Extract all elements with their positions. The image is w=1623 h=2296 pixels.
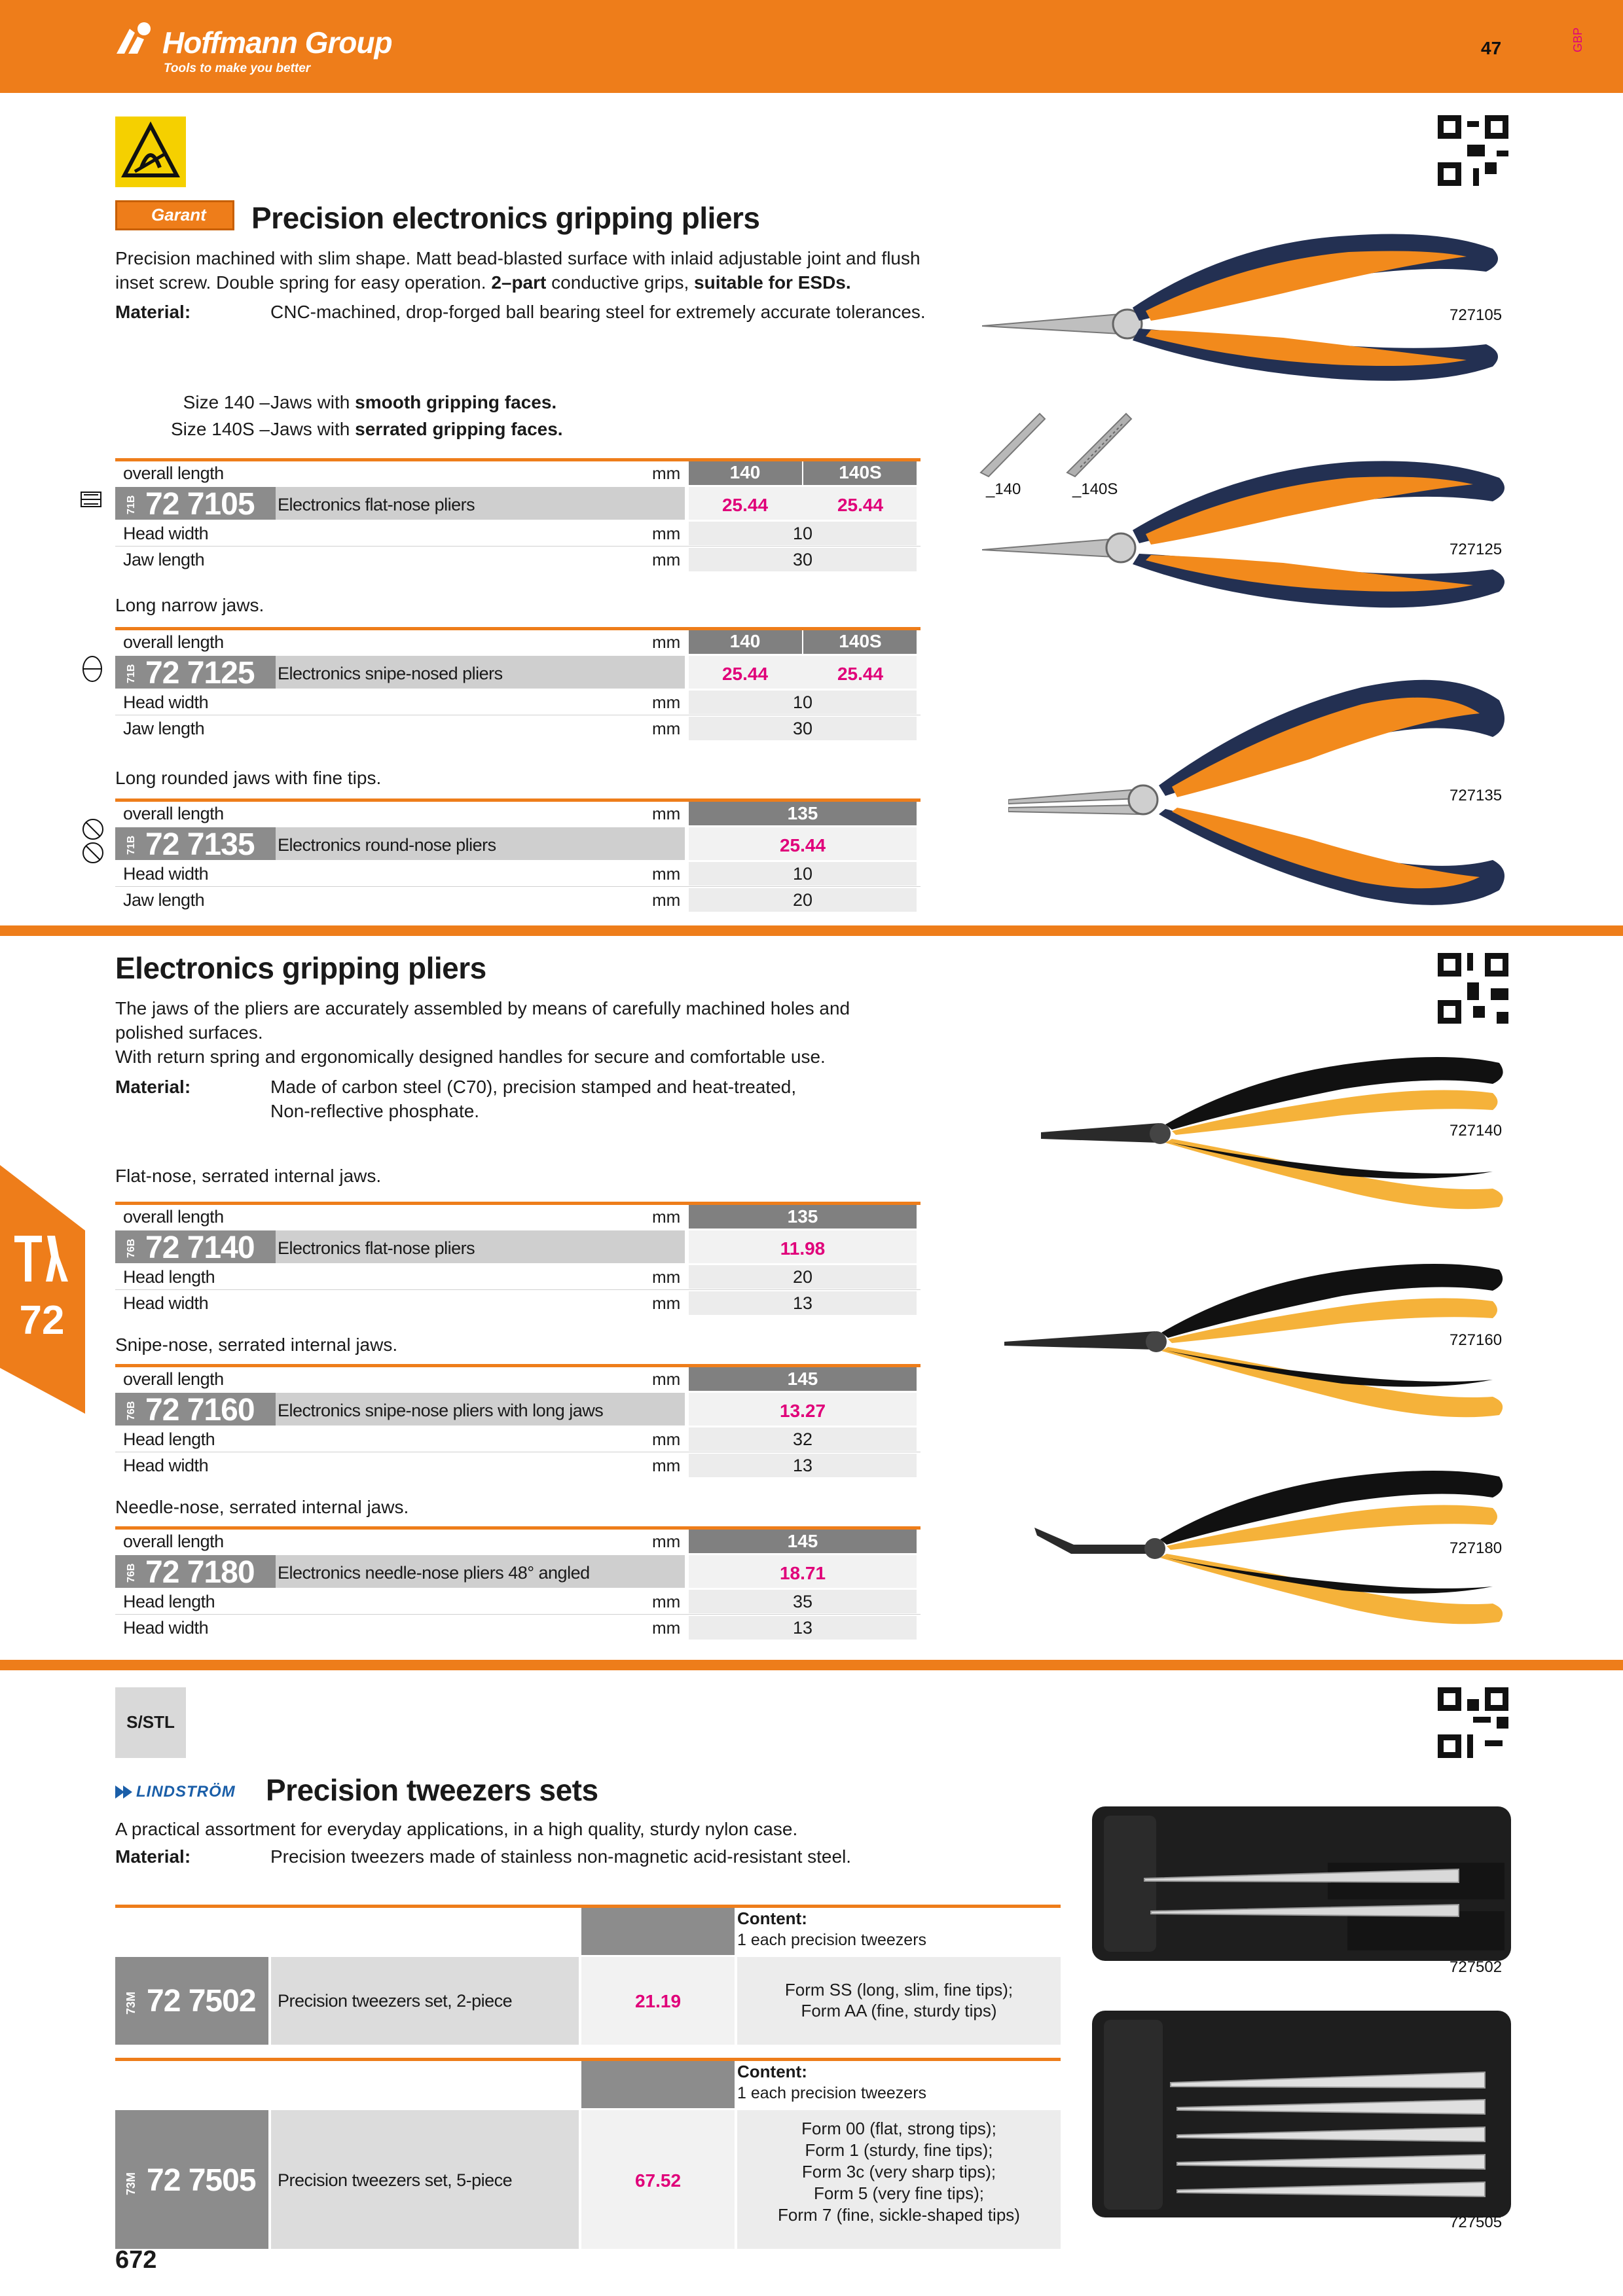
product-name: Electronics needle-nose pliers 48° angled — [278, 1563, 590, 1583]
product-tag: 71B — [126, 835, 137, 855]
spec-value: 20 — [689, 888, 917, 912]
article-number[interactable]: 72 7505 — [147, 2163, 256, 2198]
spec-unit: mm — [652, 864, 681, 884]
section2-description-line2: polished surfaces. — [115, 1022, 263, 1043]
product-table-727125 — [115, 627, 921, 742]
product-name: Electronics round-nose pliers — [278, 835, 496, 855]
content-line: Form 1 (sturdy, fine tips); — [805, 2140, 993, 2160]
price: 25.44 — [721, 495, 769, 515]
spec-unit: mm — [652, 692, 681, 712]
content-sub: 1 each precision tweezers — [737, 1931, 927, 1949]
hoffmann-logo-icon — [115, 20, 156, 55]
article-number[interactable]: 72 7125 — [145, 656, 255, 691]
language-code: GBP — [1571, 27, 1584, 52]
chapter-side-tab — [0, 1165, 85, 1414]
spec-label: Head length — [123, 1267, 215, 1287]
overall-length-label: overall length — [123, 1207, 224, 1227]
article-number[interactable]: 72 7160 — [145, 1393, 255, 1427]
content-label: Content: — [737, 2062, 807, 2081]
qr-code-icon — [1438, 115, 1508, 186]
section3-description: A practical assortment for everyday applications, in a high quality, sturdy nylon case. — [115, 1819, 798, 1839]
spec-unit: mm — [652, 1267, 681, 1287]
page-number-top: 47 — [1481, 38, 1502, 58]
image-code: 727505 — [1450, 2214, 1503, 2231]
section3-material-label: Material: — [115, 1846, 191, 1867]
spec-value: 13 — [689, 1616, 917, 1640]
spec-unit: mm — [652, 524, 681, 543]
brand-name: Hoffmann Group — [162, 26, 392, 60]
section-divider — [0, 1660, 1623, 1670]
spec-value: 10 — [689, 522, 917, 545]
content-line: Form 3c (very sharp tips); — [801, 2162, 996, 2181]
image-code: 727180 — [1450, 1539, 1503, 1557]
unit-label: mm — [652, 1369, 681, 1389]
spec-value: 30 — [689, 717, 917, 740]
size-header: 135 — [689, 1205, 917, 1229]
image-code: 727105 — [1450, 306, 1503, 324]
content-lines — [737, 2118, 1061, 2226]
image-code: 727502 — [1450, 1958, 1503, 1976]
tweezers-case-image-727505 — [1092, 2011, 1511, 2217]
qr-code-icon — [1438, 953, 1508, 1024]
spec-value: 35 — [689, 1590, 917, 1613]
section2-title: Electronics gripping pliers — [115, 951, 486, 985]
tweezers-case-image-727502 — [1092, 1806, 1511, 1961]
product-name: Electronics flat-nose pliers — [278, 1238, 475, 1258]
price: 25.44 — [779, 835, 826, 855]
round-jaw-profile-icon — [81, 817, 105, 867]
spec-value: 13 — [689, 1291, 917, 1315]
product-tag: 71B — [126, 495, 137, 514]
product-table-727160 — [115, 1364, 921, 1479]
garant-logo — [115, 200, 234, 230]
chapter-number: 72 — [19, 1298, 65, 1343]
flat-jaw-profile-icon — [80, 488, 102, 511]
spec-value: 32 — [689, 1427, 917, 1451]
table-intro: Snipe-nose, serrated internal jaws. — [115, 1335, 398, 1355]
spec-label: Head width — [123, 1293, 209, 1313]
spec-label: Head width — [123, 1456, 209, 1475]
overall-length-label: overall length — [123, 632, 224, 652]
size-header: 140 — [689, 462, 801, 483]
product-table-727105 — [115, 458, 921, 573]
article-number[interactable]: 72 7502 — [147, 1984, 256, 2018]
material-badge — [115, 1687, 186, 1758]
material-badge-text: S/STL — [126, 1712, 175, 1732]
unit-label: mm — [652, 804, 681, 823]
jaw-detail-label: _140 — [986, 480, 1021, 498]
spec-value: 10 — [689, 862, 917, 886]
spec-label: Jaw length — [123, 890, 205, 910]
content-line: Form SS (long, slim, fine tips); — [784, 1980, 1013, 2000]
product-tag: 73M — [124, 1991, 137, 2015]
product-table-727502 — [115, 1905, 1061, 2046]
content-line: Form AA (fine, sturdy tips) — [801, 2001, 997, 2020]
spec-unit: mm — [652, 890, 681, 910]
overall-length-label: overall length — [123, 804, 224, 823]
product-tag: 76B — [126, 1563, 137, 1583]
product-tag: 73M — [124, 2172, 137, 2195]
size-header: 140 — [689, 631, 801, 652]
spec-value: 13 — [689, 1454, 917, 1477]
qr-code-icon — [1438, 1687, 1508, 1758]
price: 18.71 — [779, 1563, 826, 1583]
unit-label: mm — [652, 463, 681, 483]
pliers-image-727125 — [982, 452, 1519, 622]
spec-label: Jaw length — [123, 550, 205, 569]
spec-label: Jaw length — [123, 719, 205, 738]
spec-value: 30 — [689, 548, 917, 571]
content-line: Form 5 (very fine tips); — [813, 2183, 985, 2203]
product-table-727135 — [115, 798, 921, 914]
pliers-image-727135 — [1008, 674, 1519, 916]
size-header: 140S — [804, 631, 917, 652]
product-name: Electronics snipe-nosed pliers — [278, 664, 503, 683]
product-table-727140 — [115, 1202, 921, 1317]
section2-material-line2: Non-reflective phosphate. — [270, 1101, 480, 1121]
section2-material-line1: Made of carbon steel (C70), precision stamped and heat-treated, — [270, 1077, 797, 1097]
pliers-image-727180 — [1034, 1446, 1512, 1636]
section2-material-text — [270, 1075, 796, 1123]
price: 25.44 — [837, 495, 884, 515]
lindstrom-arrow-icon — [115, 1785, 134, 1799]
size-header: 145 — [689, 1367, 917, 1391]
price: 13.27 — [779, 1401, 826, 1421]
unit-label: mm — [652, 632, 681, 652]
size-header: 140S — [804, 462, 917, 483]
product-tag: 76B — [126, 1238, 137, 1258]
section1-material-label: Material: — [115, 302, 191, 322]
image-code: 727135 — [1450, 787, 1503, 804]
spec-label: Head width — [123, 864, 209, 884]
product-tag: 71B — [126, 664, 137, 683]
product-table-727505 — [115, 2058, 1061, 2280]
content-sub: 1 each precision tweezers — [737, 2084, 927, 2102]
section1-material-text: CNC-machined, drop-forged ball bearing steel for extremely accurate tolerances. — [270, 302, 926, 322]
pliers-image-727140 — [1041, 1043, 1512, 1233]
content-line: Form 00 (flat, strong tips); — [801, 2119, 996, 2138]
product-tag: 76B — [126, 1401, 137, 1420]
size-note-2-prefix: Size 140S – — [171, 419, 270, 439]
size-note-1-prefix: Size 140 – — [183, 392, 270, 412]
page-number: 672 — [115, 2246, 157, 2274]
spec-unit: mm — [652, 550, 681, 569]
section1-description-line2: inset screw. Double spring for easy operation. 2–part conductive grips, suitable for ESDs. — [115, 272, 851, 293]
image-code: 727160 — [1450, 1331, 1503, 1349]
section2-description-line1: The jaws of the pliers are accurately assembled by means of carefully machined holes and — [115, 998, 850, 1018]
section2-description — [115, 996, 1032, 1069]
price: 11.98 — [780, 1238, 826, 1259]
lindstrom-brand-label: LINDSTRÖM — [136, 1783, 236, 1801]
section2-description-line3: With return spring and ergonomically designed handles for secure and comfortable use. — [115, 1047, 826, 1067]
overall-length-label: overall length — [123, 463, 224, 483]
section2-material-label: Material: — [115, 1077, 191, 1097]
jaw-detail-label: _140S — [1072, 480, 1118, 498]
pliers-image-727105 — [982, 216, 1519, 386]
product-name: Precision tweezers set, 5-piece — [278, 2170, 513, 2190]
content-lines — [737, 1979, 1061, 2021]
table-intro: Long rounded jaws with fine tips. — [115, 768, 382, 788]
spec-unit: mm — [652, 1429, 681, 1449]
price: 21.19 — [634, 1991, 682, 2011]
table-intro: Long narrow jaws. — [115, 595, 264, 615]
spec-label: Head width — [123, 1618, 209, 1638]
section-divider — [0, 925, 1623, 936]
article-number[interactable]: 72 7135 — [145, 827, 255, 862]
spec-value: 10 — [689, 691, 917, 714]
unit-label: mm — [652, 1532, 681, 1551]
section1-title: Precision electronics gripping pliers — [251, 201, 760, 235]
image-code: 727125 — [1450, 541, 1503, 558]
spec-unit: mm — [652, 1592, 681, 1611]
size-header: 145 — [689, 1530, 917, 1553]
price: 67.52 — [634, 2170, 682, 2191]
table-intro: Flat-nose, serrated internal jaws. — [115, 1166, 382, 1186]
price: 25.44 — [721, 664, 769, 684]
overall-length-label: overall length — [123, 1532, 224, 1551]
brand-tagline: Tools to make you better — [164, 62, 311, 75]
spec-value: 20 — [689, 1265, 917, 1289]
price: 25.44 — [837, 664, 884, 684]
product-name: Electronics snipe-nose pliers with long jaws — [278, 1401, 604, 1420]
image-code: 727140 — [1450, 1122, 1503, 1139]
garant-brand-label: Garant — [151, 205, 206, 224]
spec-unit: mm — [652, 1456, 681, 1475]
product-table-727180 — [115, 1526, 921, 1641]
unit-label: mm — [652, 1207, 681, 1227]
spec-label: Head length — [123, 1592, 215, 1611]
product-name: Precision tweezers set, 2-piece — [278, 1991, 513, 2011]
size-note-2: Jaws with serrated gripping faces. — [270, 419, 563, 439]
product-name: Electronics flat-nose pliers — [278, 495, 475, 514]
section1-description-line1: Precision machined with slim shape. Matt bead-blasted surface with inlaid adjustable joint and flush — [115, 248, 921, 268]
article-number[interactable]: 72 7180 — [145, 1555, 255, 1590]
section3-material-text: Precision tweezers made of stainless non-magnetic acid-resistant steel. — [270, 1846, 852, 1867]
section3-title: Precision tweezers sets — [266, 1773, 598, 1807]
size-header: 135 — [689, 802, 917, 825]
spec-label: Head width — [123, 524, 209, 543]
size-note-1: Jaws with smooth gripping faces. — [270, 392, 557, 412]
content-line: Form 7 (fine, sickle-shaped tips) — [778, 2205, 1020, 2225]
article-number[interactable]: 72 7140 — [145, 1230, 255, 1265]
spec-label: Head width — [123, 692, 209, 712]
section1-description — [115, 246, 966, 295]
spec-label: Head length — [123, 1429, 215, 1449]
article-number[interactable]: 72 7105 — [145, 487, 255, 522]
content-label: Content: — [737, 1909, 807, 1928]
spec-unit: mm — [652, 1293, 681, 1313]
spec-unit: mm — [652, 719, 681, 738]
spec-unit: mm — [652, 1618, 681, 1638]
overall-length-label: overall length — [123, 1369, 224, 1389]
snipe-jaw-profile-icon — [81, 655, 103, 683]
esd-warning-icon — [115, 117, 186, 187]
pliers-image-727160 — [1004, 1244, 1512, 1433]
table-intro: Needle-nose, serrated internal jaws. — [115, 1497, 409, 1517]
